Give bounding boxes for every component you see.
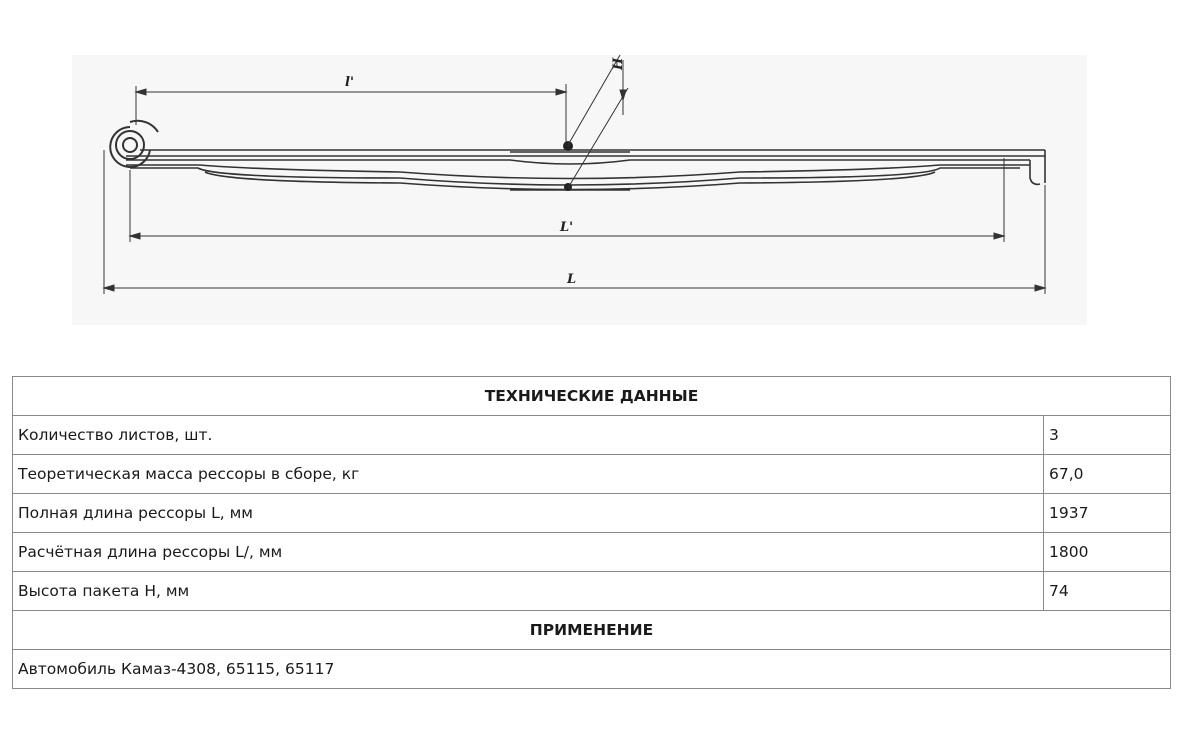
label-design-length: L' — [560, 220, 574, 235]
label-half-length: l' — [345, 75, 354, 90]
table-row — [13, 533, 1171, 572]
spec-label: Высота пакета H, мм — [13, 572, 1044, 611]
center-bolt-top — [563, 141, 573, 151]
label-height: H — [611, 57, 626, 70]
spec-value: 1937 — [1044, 494, 1171, 533]
application-row — [13, 650, 1171, 689]
specs-title: ТЕХНИЧЕСКИЕ ДАННЫЕ — [13, 377, 1171, 416]
spec-value: 3 — [1044, 416, 1171, 455]
spec-label: Количество листов, шт. — [13, 416, 1044, 455]
leaf-spring-drawing — [0, 0, 1200, 340]
table-row — [13, 455, 1171, 494]
label-full-length: L — [567, 272, 577, 287]
specs-title-row — [13, 377, 1171, 416]
spec-label: Полная длина рессоры L, мм — [13, 494, 1044, 533]
spec-value: 74 — [1044, 572, 1171, 611]
specs-table — [12, 376, 1171, 689]
application-text: Автомобиль Камаз-4308, 65115, 65117 — [13, 650, 1171, 689]
spec-value: 1800 — [1044, 533, 1171, 572]
spec-label: Расчётная длина рессоры L/, мм — [13, 533, 1044, 572]
table-row — [13, 572, 1171, 611]
spec-label: Теоретическая масса рессоры в сборе, кг — [13, 455, 1044, 494]
spec-value: 67,0 — [1044, 455, 1171, 494]
application-title-row — [13, 611, 1171, 650]
table-row — [13, 494, 1171, 533]
application-title: ПРИМЕНЕНИЕ — [13, 611, 1171, 650]
table-row — [13, 416, 1171, 455]
